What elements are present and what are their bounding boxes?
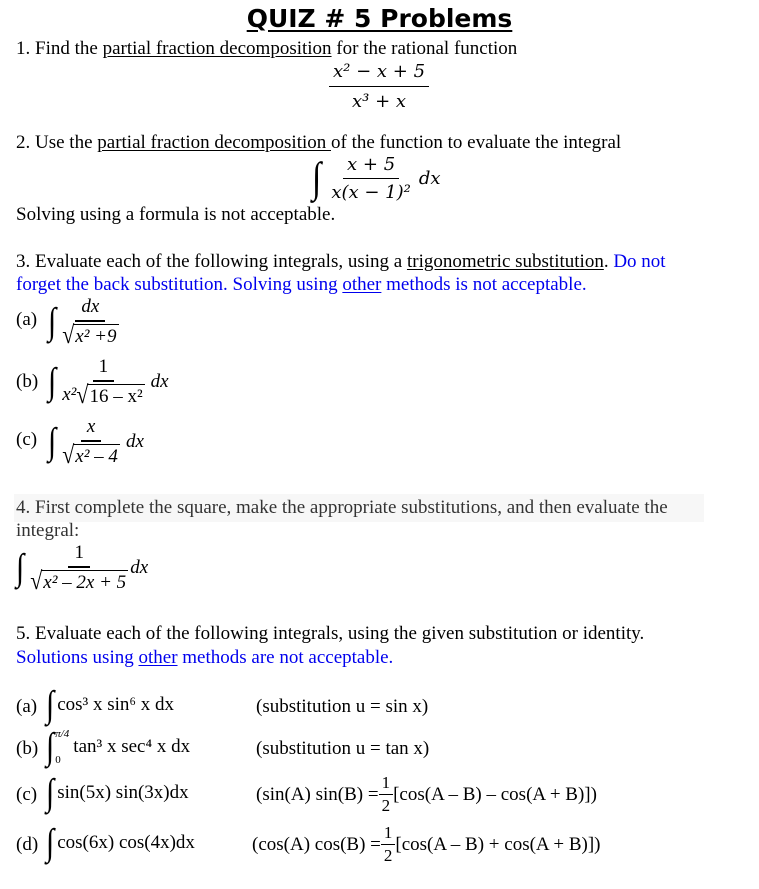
q4-text-line1: 4. First complete the square, make the appropriate substitutions, and then evaluate the [16, 497, 668, 518]
q5c-hint [256, 773, 597, 816]
q1-suffix: for the rational function [331, 38, 518, 59]
q4-dx: dx [130, 557, 149, 578]
q1-denominator: x³ + x [351, 91, 407, 112]
q5b-hint: (substitution u = tan x) [256, 738, 430, 759]
q3-period: . [603, 251, 609, 272]
q5b-label: (b) [16, 738, 39, 759]
q3a-label: (a) [16, 309, 38, 330]
integral-sign: ∫ [46, 683, 55, 725]
q5d-hint-num: 1 [381, 823, 396, 845]
q5b-upper-limit: π/4 [55, 728, 70, 740]
q3c-label: (c) [16, 429, 38, 450]
q5d-label: (d) [16, 834, 39, 855]
q2-note: Solving using a formula is not acceptable. [16, 204, 336, 225]
q5d-hint-den: 2 [383, 846, 393, 865]
q5-warning-other: other [138, 647, 178, 668]
q2-link-partial-fraction: partial fraction decomposition [97, 132, 331, 153]
q3b-integral [48, 356, 169, 408]
q5-text-line1: 5. Evaluate each of the following integrals, using the given substitution or identity. [16, 623, 645, 644]
q3-warning-2b: methods is not acceptable. [381, 274, 587, 295]
integral-sign: ∫ [48, 360, 57, 402]
q4-integral [16, 542, 148, 594]
q2-prefix: 2. Use the [16, 132, 98, 153]
integral-sign: ∫ [48, 420, 57, 462]
q2-text [16, 132, 621, 154]
q5b-lower-limit: 0 [55, 754, 61, 766]
q3-warning-1: Do not [608, 251, 666, 272]
q3b-label: (b) [16, 371, 39, 392]
q3b-denominator-x2: x² [62, 384, 77, 405]
radical-sign: √ [62, 439, 75, 469]
q4-denominator: x² – 2x + 5 [43, 572, 127, 593]
q5-warning-a: Solutions using [16, 647, 139, 668]
q5a-label: (a) [16, 696, 38, 717]
q2-integral [312, 154, 441, 203]
q2-dx: dx [418, 168, 441, 189]
q5c-hint-num: 1 [379, 773, 394, 795]
q3-prefix: 3. Evaluate each of the following integrals, using a [16, 251, 407, 272]
q5a-integral [46, 683, 175, 725]
q5d-hint-post: [cos(A – B) + cos(A + B)]) [395, 833, 601, 855]
q5d-expression: cos(6x) cos(4x)dx [57, 832, 195, 853]
q3c-integral [48, 416, 144, 468]
q5c-hint-post: [cos(A – B) – cos(A + B)]) [393, 783, 597, 805]
q5a-hint: (substitution u = sin x) [256, 696, 429, 717]
integral-sign: ∫ [48, 300, 57, 342]
q3a-numerator: dx [75, 296, 105, 322]
quiz-title: QUIZ # 5 Problems [246, 4, 513, 33]
q1-text [16, 38, 517, 60]
q5b-integral [46, 725, 191, 767]
q5d-integral [46, 821, 195, 863]
radical-sign: √ [76, 379, 89, 409]
q5d-hint [252, 823, 600, 866]
q1-prefix: 1. Find the [16, 38, 103, 59]
q5c-hint-den: 2 [381, 796, 391, 815]
q3b-numerator: 1 [93, 356, 115, 382]
integral-sign: ∫ [46, 725, 55, 767]
q3b-dx: dx [150, 371, 169, 392]
radical-sign: √ [30, 565, 43, 595]
integral-sign: ∫ [16, 546, 25, 588]
q5d-hint-pre: (cos(A) cos(B) = [252, 833, 381, 855]
q1-link-partial-fraction: partial fraction decomposition [102, 38, 332, 59]
integral-sign: ∫ [46, 771, 55, 813]
q5b-expression: tan³ x sec⁴ x dx [73, 736, 191, 757]
q3-link-trig-sub: trigonometric substitution [406, 251, 604, 272]
integral-sign: ∫ [46, 821, 55, 863]
q2-denominator: x(x − 1)² [331, 182, 411, 203]
q3-warning-other: other [342, 274, 382, 295]
q3c-numerator: x [81, 416, 101, 442]
q3c-dx: dx [125, 431, 144, 452]
q5c-label: (c) [16, 784, 38, 805]
q1-numerator: x² − x + 5 [329, 61, 429, 87]
q3b-denominator-radicand: 16 – x² [89, 386, 143, 407]
q5-warning-b: methods are not acceptable. [177, 647, 394, 668]
integral-sign: ∫ [312, 154, 322, 201]
q3c-denominator: x² – 4 [75, 446, 118, 467]
q3a-integral [48, 296, 121, 348]
q5c-expression: sin(5x) sin(3x)dx [57, 782, 189, 803]
q5-text-line2 [16, 647, 393, 669]
q5c-integral [46, 771, 189, 813]
q4-text-line2: integral: [16, 520, 80, 541]
q2-numerator: x + 5 [343, 154, 399, 179]
q4-numerator: 1 [68, 542, 90, 568]
q1-fraction [329, 61, 429, 112]
q5c-hint-pre: (sin(A) sin(B) = [256, 783, 379, 805]
q3-text-line1 [16, 251, 666, 273]
q3-warning-2a: forget the back substitution. Solving using [16, 274, 343, 295]
q3-text-line2 [16, 274, 587, 296]
q5a-expression: cos³ x sin⁶ x dx [57, 694, 175, 715]
radical-sign: √ [62, 319, 75, 349]
q2-suffix: of the function to evaluate the integral [331, 132, 622, 153]
q3a-denominator: x² +9 [75, 326, 117, 347]
